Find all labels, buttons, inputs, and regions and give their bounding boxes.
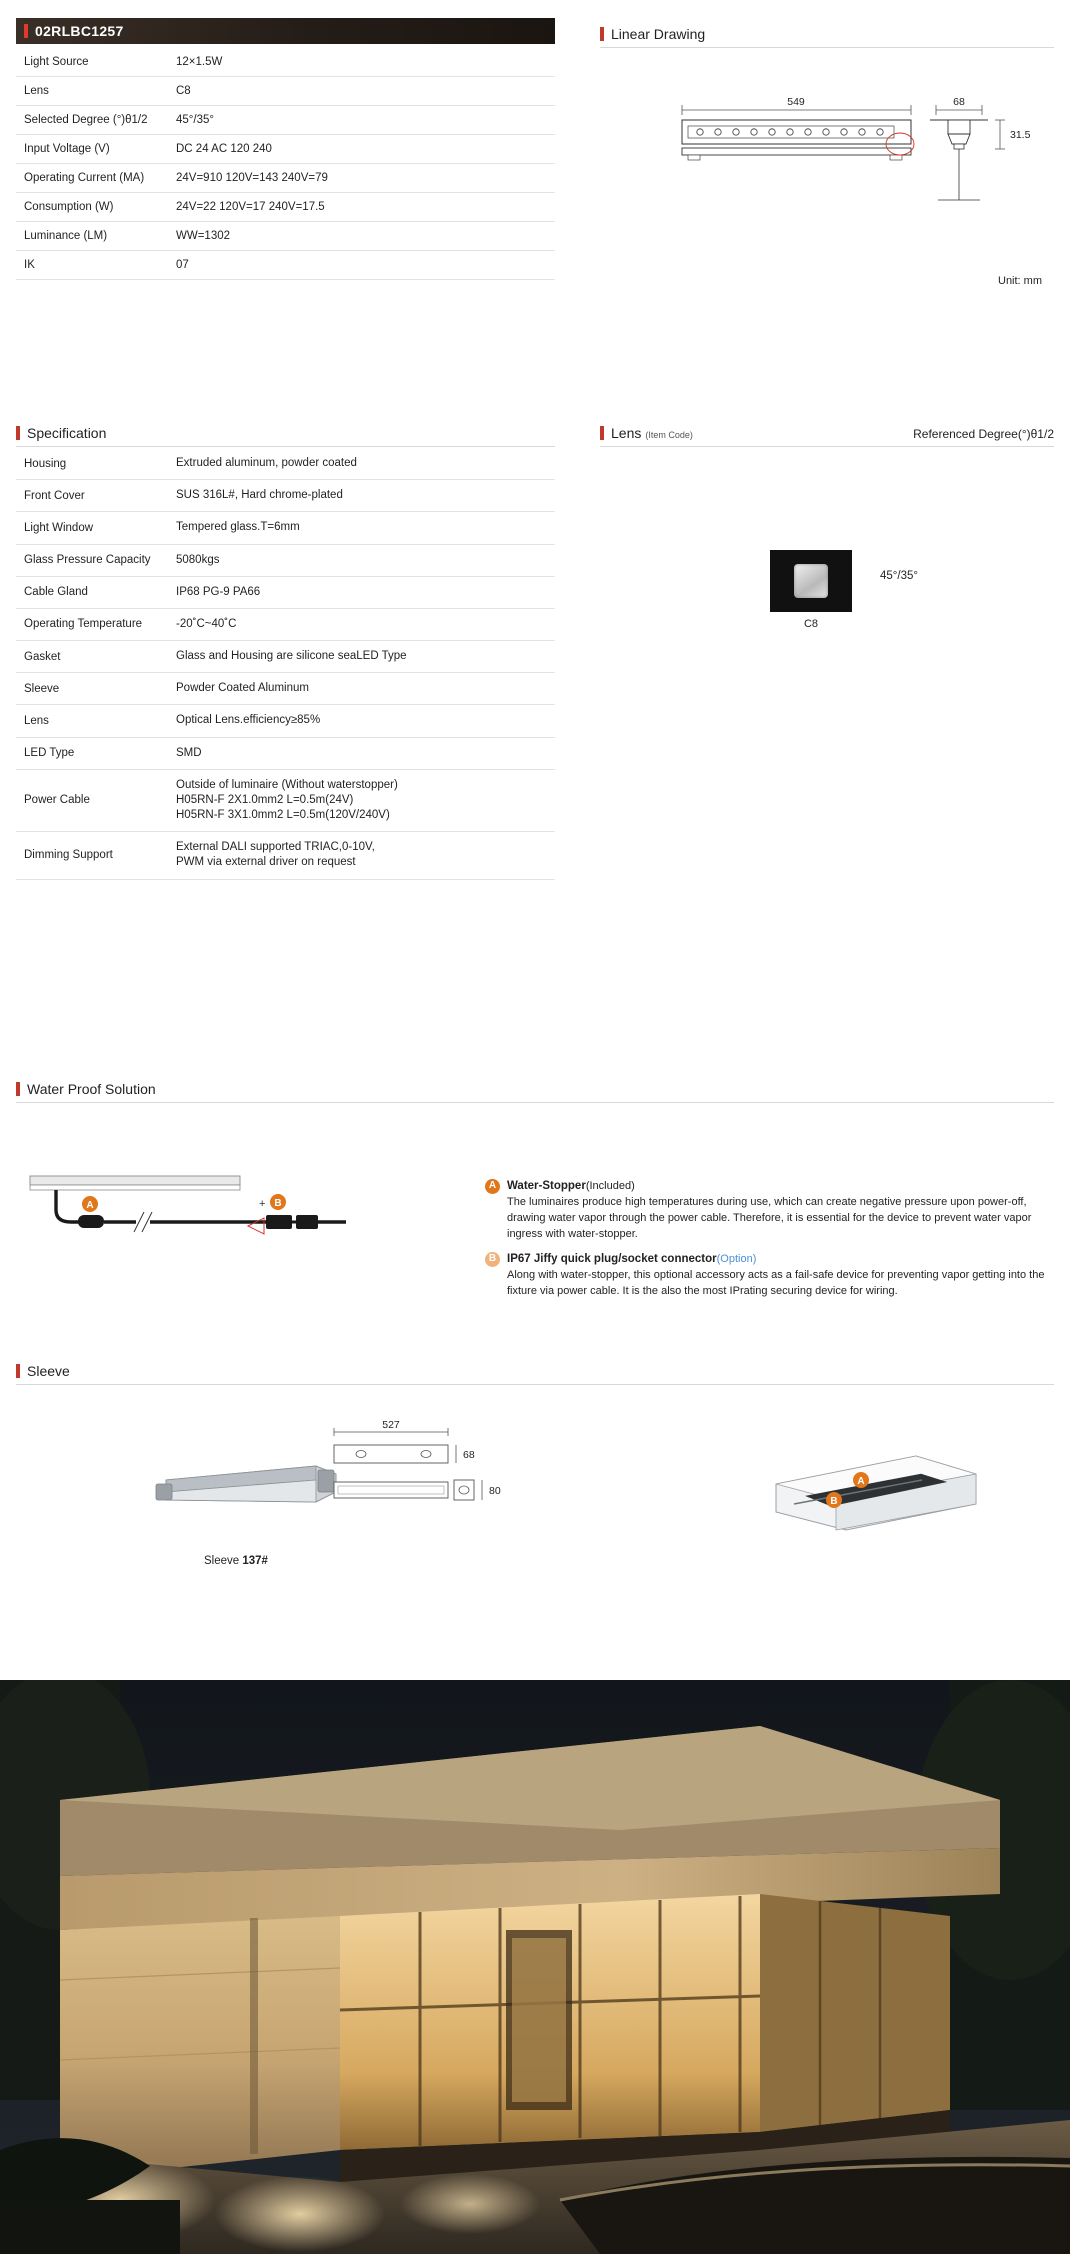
spec-key: Sleeve [16,673,166,705]
table-row [16,576,555,608]
waterproof-item [485,1178,1045,1243]
waterproof-diagram [16,1160,486,1300]
table-row [16,48,555,77]
referenced-degree-label: Referenced Degree(°)θ1/2 [913,427,1054,441]
spec-key: Light Source [16,48,166,77]
accent-bar [16,1364,20,1378]
table-row [16,512,555,544]
waterproof-item-title: Water-Stopper [507,1180,586,1192]
spec-key: Front Cover [16,480,166,512]
sleeve-caption-code: 137# [242,1555,268,1567]
table-row [16,737,555,769]
spec-value: 45°/35° [166,106,555,135]
spec-value: Outside of luminaire (Without waterstopper) H05RN-F 2X1.0mm2 L=0.5m(24V) H05RN-F 3X1.0mm2 L=0.5m(120V/240V) [166,769,555,832]
spec-key: Light Window [16,512,166,544]
accent-bar [16,426,20,440]
table-row [16,608,555,640]
lens-heading [600,424,1054,447]
svg-text:527: 527 [382,1419,400,1431]
spec-key: Gasket [16,641,166,673]
svg-text:549: 549 [787,96,805,108]
spec-key: Dimming Support [16,832,166,879]
svg-text:B: B [274,1198,282,1209]
spec-value: 24V=910 120V=143 240V=79 [166,164,555,193]
unit-label: Unit: mm [998,275,1042,287]
spec-key: Operating Temperature [16,608,166,640]
spec-value: Extruded aluminum, powder coated [166,448,555,480]
accent-bar [600,426,604,440]
spec-value: 24V=22 120V=17 240V=17.5 [166,193,555,222]
lens-image [770,550,852,612]
table-row [16,769,555,832]
sleeve-heading [16,1362,1054,1385]
spec-value: 07 [166,251,555,280]
svg-text:80: 80 [489,1485,501,1497]
spec-key: Glass Pressure Capacity [16,544,166,576]
table-row [16,544,555,576]
spec-key: Lens [16,705,166,737]
sleeve-caption-prefix: Sleeve [204,1555,243,1567]
spec-value: SMD [166,737,555,769]
waterproof-item-title-suffix: (Included) [585,1180,635,1192]
specification-title: Specification [27,425,107,441]
spec-value: Tempered glass.T=6mm [166,512,555,544]
waterproof-title: Water Proof Solution [27,1081,156,1097]
model-code: 02RLBC1257 [35,23,124,39]
svg-text:68: 68 [953,96,965,108]
table-row [16,106,555,135]
waterproof-descriptions [485,1178,1045,1308]
waterproof-item-body: Along with water-stopper, this optional accessory acts as a fail-safe device for preventing vapor getting into the fixture via power cable. It is the also the most IPrating securing device for wiring. [507,1268,1045,1297]
spec-value: -20˚C~40˚C [166,608,555,640]
accent-bar [600,27,604,41]
sleeve-svg [16,1400,1054,1600]
linear-drawing-figure [600,60,1054,287]
spec-value: 12×1.5W [166,48,555,77]
lens-title: Lens [611,425,642,441]
table-row [16,480,555,512]
spec-key: Operating Current (MA) [16,164,166,193]
spec-value: IP68 PG-9 PA66 [166,576,555,608]
table-row [16,135,555,164]
spec-key: Cable Gland [16,576,166,608]
accent-bar [24,24,28,38]
waterproof-item-title: IP67 Jiffy quick plug/socket connector [507,1252,717,1265]
spec-key: Luminance (LM) [16,222,166,251]
spec-value: Glass and Housing are silicone seaLED Type [166,641,555,673]
spec-value: SUS 316L#, Hard chrome-plated [166,480,555,512]
table-row [16,832,555,879]
table-row [16,641,555,673]
spec-value: Optical Lens.efficiency≥85% [166,705,555,737]
spec-value: DC 24 AC 120 240 [166,135,555,164]
waterproof-item-body: The luminaires produce high temperatures during use, which can create negative pressure upon power-off, drawing water vapor through the power cable. Therefore, it is essential for the device to prevent water vapor ingress with water-stopper. [507,1195,1032,1240]
lens-degree: 45°/35° [880,570,918,582]
application-photo-svg [0,1680,1070,2254]
spec-value: Powder Coated Aluminum [166,673,555,705]
table-row [16,251,555,280]
svg-text:31.5: 31.5 [1010,129,1031,141]
svg-text:+: + [259,1198,266,1210]
table-row [16,705,555,737]
spec-value: External DALI supported TRIAC,0-10V, PWM via external driver on request [166,832,555,879]
spec-key: Selected Degree (°)θ1/2 [16,106,166,135]
sleeve-title: Sleeve [27,1363,70,1379]
spec-key: Consumption (W) [16,193,166,222]
table-row [16,448,555,480]
specification-heading [16,424,555,447]
table-row [16,193,555,222]
svg-text:68: 68 [463,1449,475,1461]
accent-bar [16,1082,20,1096]
spec-key: Lens [16,77,166,106]
lens-cap-shape [794,564,828,598]
table-row [16,164,555,193]
waterproof-item [485,1251,1045,1300]
spec-key: LED Type [16,737,166,769]
linear-drawing-title: Linear Drawing [611,26,706,42]
spec-value: 5080kgs [166,544,555,576]
svg-text:A: A [857,1476,865,1487]
spec-key: Housing [16,448,166,480]
spec-value: WW=1302 [166,222,555,251]
specification-table [16,448,555,880]
waterproof-svg [16,1160,486,1300]
waterproof-item-title-suffix: (Option) [716,1252,757,1265]
badge-a: A [485,1179,500,1194]
table-row [16,673,555,705]
svg-text:B: B [830,1496,838,1507]
linear-drawing-svg [600,60,1054,260]
table-row [16,77,555,106]
application-photo [0,1680,1070,2254]
main-spec-table [16,48,555,280]
spec-value: C8 [166,77,555,106]
spec-key: IK [16,251,166,280]
lens-subtitle: (Item Code) [645,430,693,440]
model-header [16,18,555,44]
svg-text:A: A [86,1200,94,1211]
sleeve-caption [126,1555,346,1567]
spec-key: Input Voltage (V) [16,135,166,164]
waterproof-heading [16,1080,1054,1103]
sleeve-figures [16,1400,1054,1600]
lens-figure [600,470,1054,630]
table-row [16,222,555,251]
badge-b: B [485,1252,500,1267]
linear-drawing-heading [600,25,1054,48]
lens-code: C8 [803,618,819,630]
spec-key: Power Cable [16,769,166,832]
